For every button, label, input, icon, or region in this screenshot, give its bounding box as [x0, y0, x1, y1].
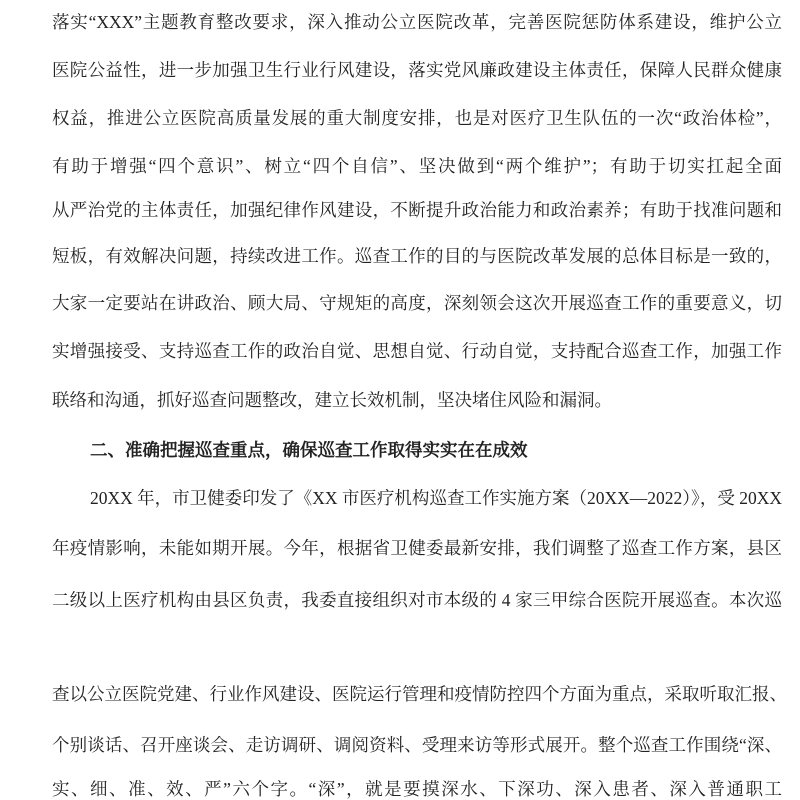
text-line: 短板，有效解决问题，持续改进工作。巡查工作的目的与医院改革发展的总体目标是一致的， [52, 246, 782, 266]
text-line: 个别谈话、召开座谈会、走访调研、调阅资料、受理来访等形式展开。整个巡查工作围绕“深、 [52, 735, 782, 755]
text-line: 二级以上医疗机构由县区负责，我委直接组织对市本级的 4 家三甲综合医院开展巡查。本次巡 [52, 590, 782, 610]
text-line: 权益，推进公立医院高质量发展的重大制度安排，也是对医疗卫生队伍的一次“政治体检”， [52, 108, 782, 128]
section-heading: 二、准确把握巡查重点，确保巡查工作取得实实在在成效 [90, 440, 528, 460]
text-line: 医院公益性，进一步加强卫生行业行风建设，落实党风廉政建设主体责任，保障人民群众健康 [52, 60, 782, 80]
text-line: 大家一定要站在讲政治、顾大局、守规矩的高度，深刻领会这次开展巡查工作的重要意义，切 [52, 293, 782, 313]
text-line: 有助于增强“四个意识”、树立“四个自信”、坚决做到“两个维护”；有助于切实扛起全面 [52, 156, 782, 176]
text-line: 实、细、准、效、严”六个字。“深”，就是要摸深水、下深功、深入患者、深入普通职工 [52, 779, 782, 799]
text-line: 查以公立医院党建、行业作风建设、医院运行管理和疫情防控四个方面为重点，采取听取汇报、 [52, 684, 787, 704]
text-line: 年疫情影响，未能如期开展。今年，根据省卫健委最新安排，我们调整了巡查工作方案，县区 [52, 538, 782, 558]
text-line: 联络和沟通，抓好巡查问题整改，建立长效机制，坚决堵住风险和漏洞。 [52, 390, 612, 410]
text-line: 20XX 年，市卫健委印发了《XX 市医疗机构巡查工作实施方案（20XX—2022）》，受 20XX [90, 488, 782, 508]
text-line: 落实“XXX”主题教育整改要求，深入推动公立医院改革，完善医院惩防体系建设，维护公立 [52, 12, 782, 32]
text-line: 实增强接受、支持巡查工作的政治自觉、思想自觉、行动自觉，支持配合巡查工作，加强工作 [52, 341, 782, 361]
text-line: 从严治党的主体责任，加强纪律作风建设，不断提升政治能力和政治素养；有助于找准问题和 [52, 200, 782, 220]
